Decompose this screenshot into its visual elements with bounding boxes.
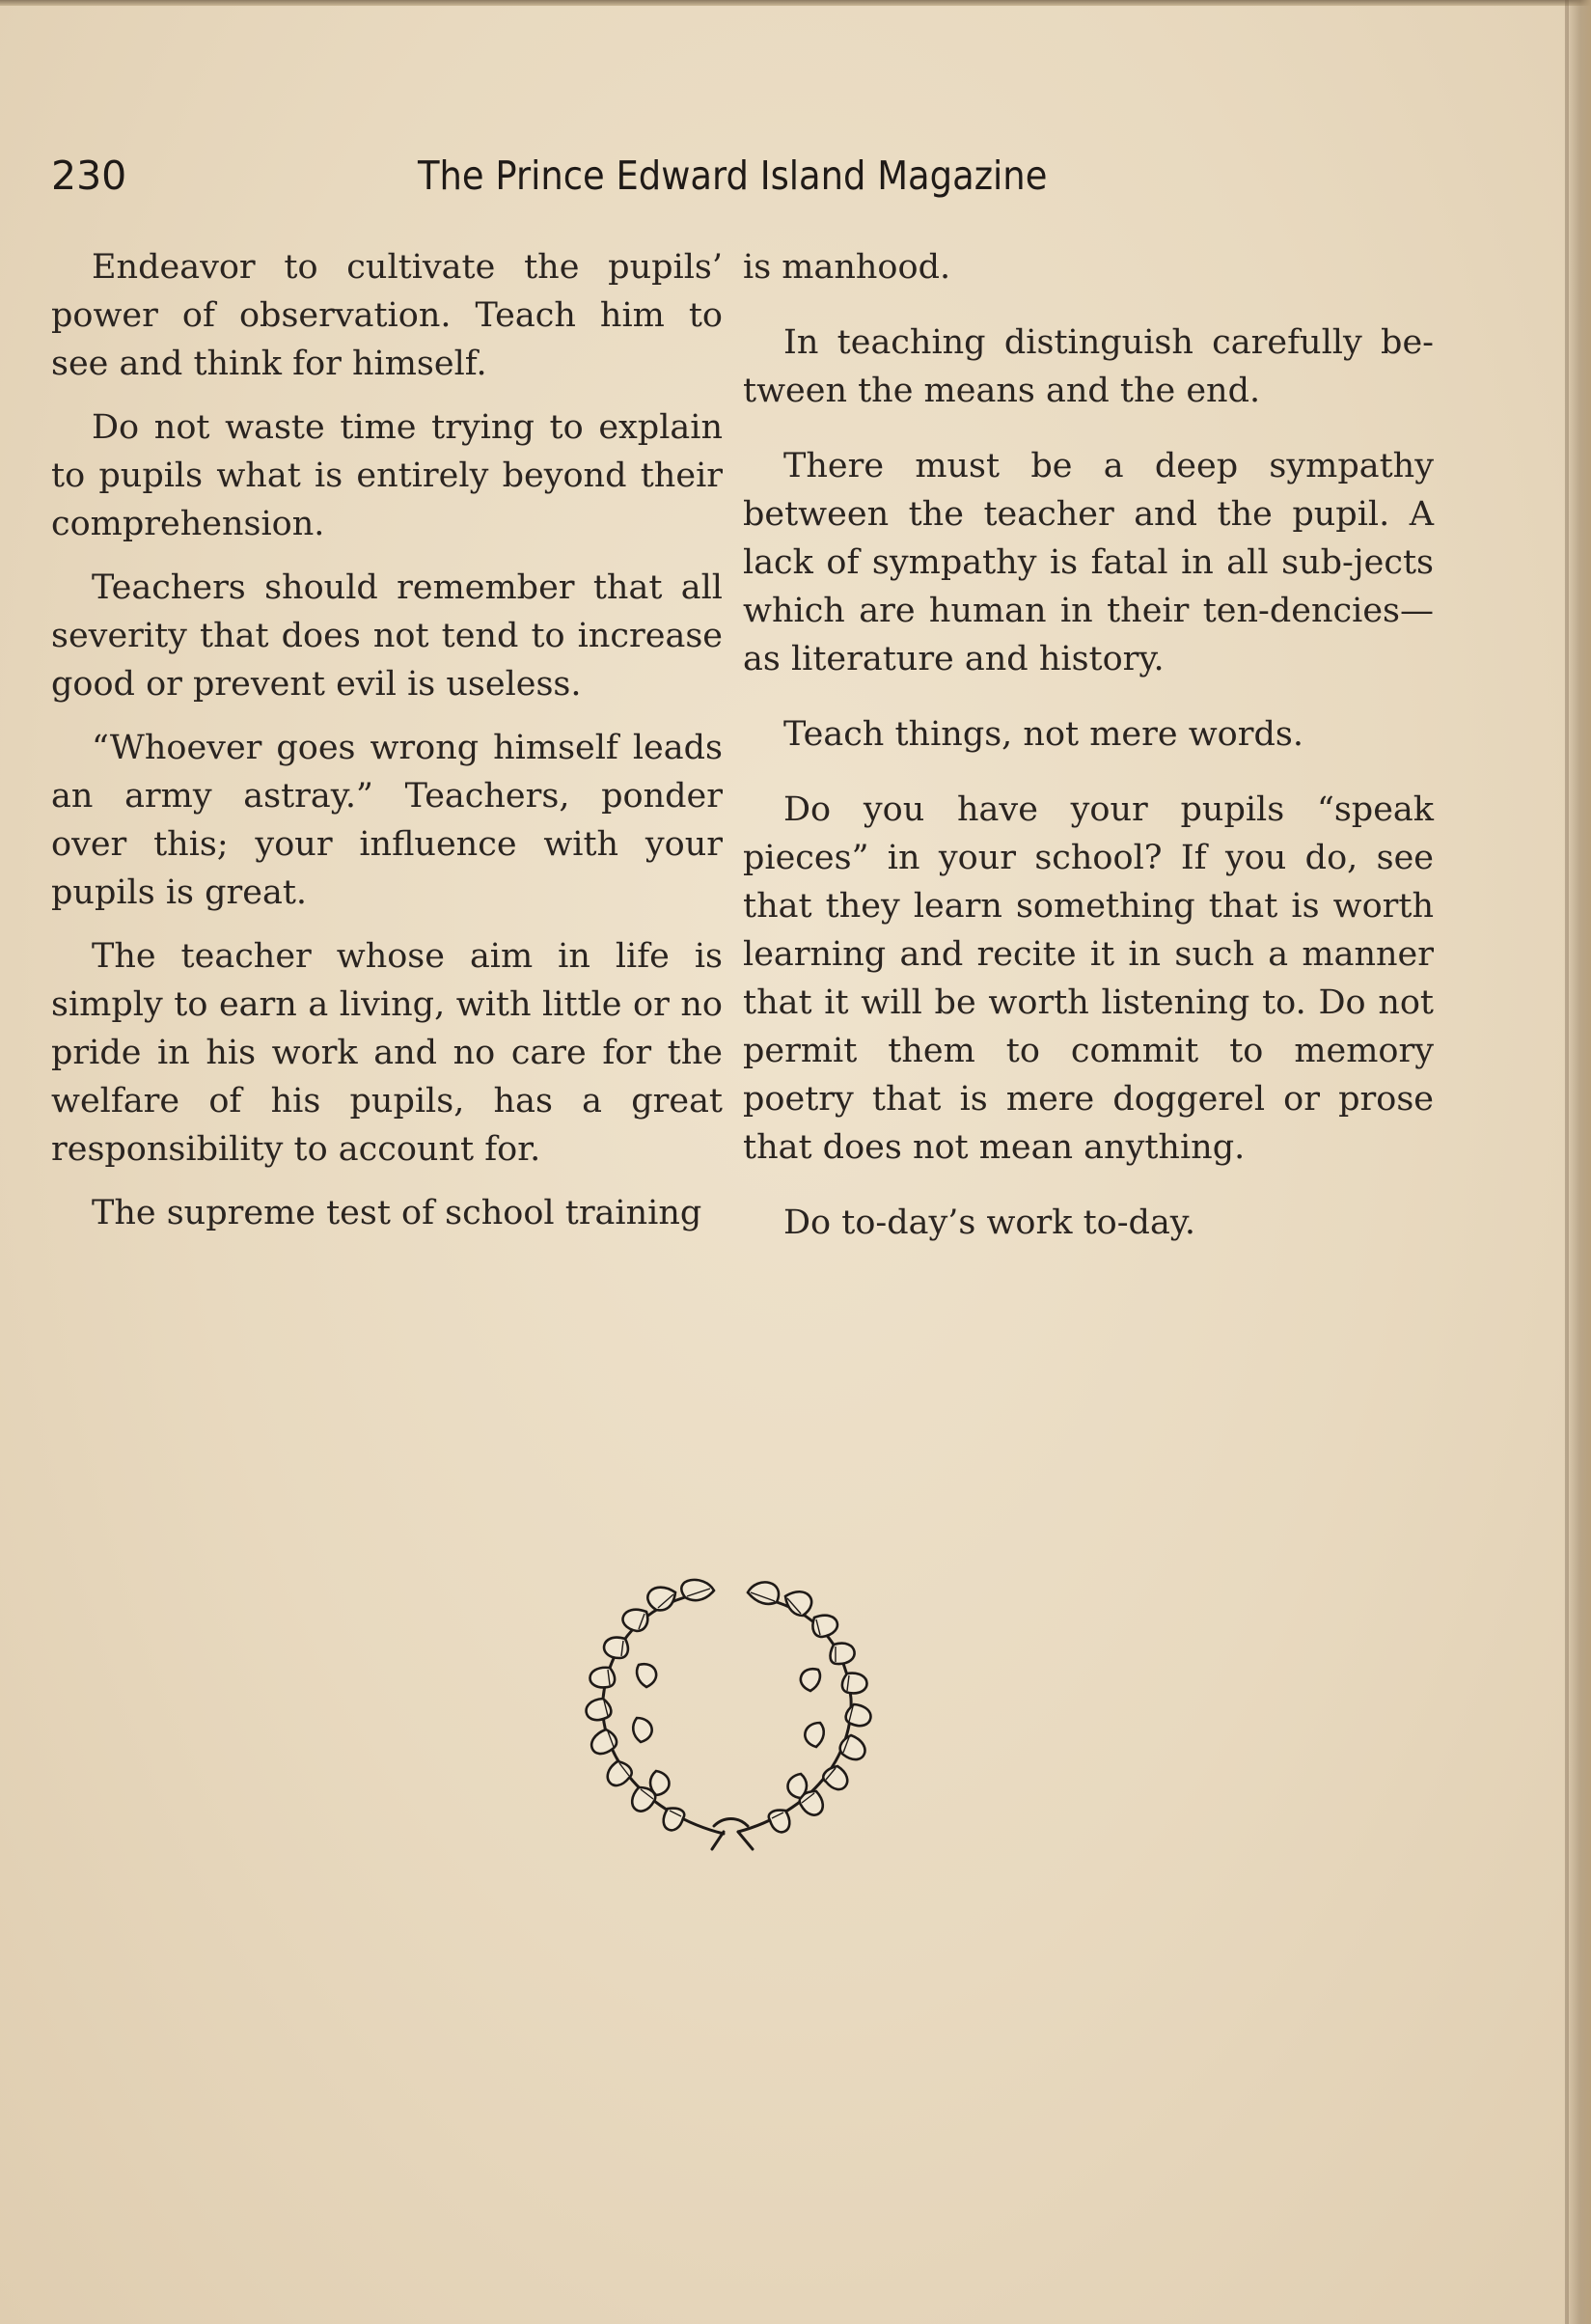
paragraph: In teaching distinguish carefully be-tween the means and the end.: [743, 323, 1434, 410]
laurel-wreath-icon: [579, 1573, 878, 1853]
paragraph: Do not waste time trying to explain to pupils what is entirely beyond their comprehension.: [51, 408, 723, 543]
paragraph: Do to-day’s work to-day.: [783, 1204, 1196, 1242]
paragraph: Endeavor to cultivate the pupils’ power of observation. Teach him to see and think for himself.: [51, 248, 723, 383]
magazine-title: The Prince Edward Island Magazine: [418, 152, 1048, 199]
paragraph: Teachers should remember that all severity that does not tend to increase good or prevent evil is useless.: [51, 568, 723, 704]
page-number: 230: [51, 152, 127, 199]
running-head: [51, 152, 1132, 210]
paragraph-continuation: is manhood.: [743, 248, 951, 287]
page-top-edge: [0, 0, 1591, 6]
paragraph: There must be a deep sympathy between the teacher and the pupil. A lack of sympathy is fatal in all sub-jects which are human in their ten-dencies—as literature and history.: [743, 447, 1434, 678]
right-column: [743, 243, 1434, 1274]
paragraph: Do you have your pupils “speak pieces” in your school? If you do, see that they learn something that is worth learning and recite it in such a manner that it will be worth listening to. Do not permit them to commit to memory poetry that is mere doggerel or prose that does not mean anything.: [743, 790, 1434, 1167]
page-right-edge: [1564, 0, 1591, 2324]
paragraph: “Whoever goes wrong himself leads an army astray.” Teachers, ponder over this; your influence with your pupils is great.: [51, 729, 723, 912]
left-column: [51, 243, 723, 1253]
paragraph: The supreme test of school training: [92, 1194, 702, 1232]
paragraph: The teacher whose aim in life is simply to earn a living, with little or no pride in his work and no care for the welfare of his pupils, has a great responsibility to account for.: [51, 937, 723, 1169]
paragraph: Teach things, not mere words.: [783, 715, 1303, 754]
